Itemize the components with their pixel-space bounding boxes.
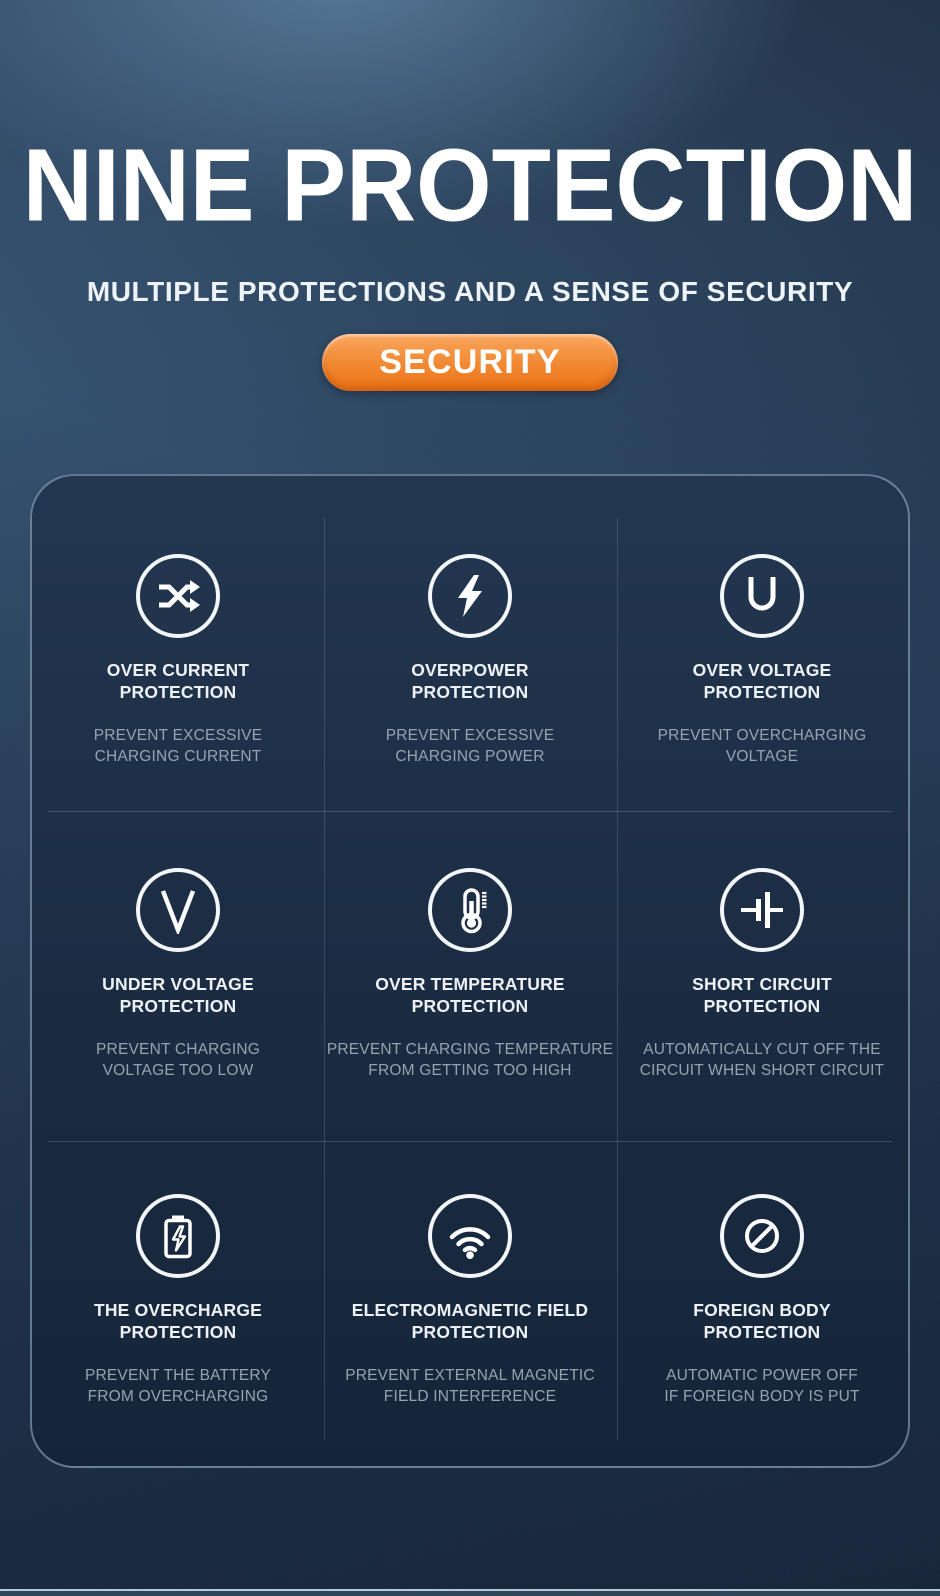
protection-cell-over-current xyxy=(32,476,324,812)
protection-grid xyxy=(32,476,908,1466)
cell-description: PREVENT EXTERNAL MAGNETIC FIELD INTERFERENCE xyxy=(345,1367,595,1405)
protection-cell-overpower xyxy=(324,476,616,812)
cell-title: FOREIGN BODY PROTECTION xyxy=(693,1300,831,1342)
protection-cell-under-voltage xyxy=(32,812,324,1142)
protection-cell-over-temperature xyxy=(324,812,616,1142)
cell-title: UNDER VOLTAGE PROTECTION xyxy=(102,974,254,1016)
cell-description: PREVENT EXCESSIVE CHARGING CURRENT xyxy=(93,727,263,765)
page-title: NINE PROTECTION xyxy=(22,127,918,243)
cell-description: PREVENT CHARGING TEMPERATURE FROM GETTING TOO HIGH xyxy=(326,1041,614,1079)
no-entry-icon xyxy=(720,1194,804,1278)
capacitor-icon xyxy=(720,868,804,952)
cell-title: OVERPOWER PROTECTION xyxy=(411,660,529,702)
protection-cell-overcharge xyxy=(32,1142,324,1466)
thermometer-icon xyxy=(428,868,512,952)
wifi-icon xyxy=(428,1194,512,1278)
shuffle-icon xyxy=(136,554,220,638)
battery-charging-icon xyxy=(136,1194,220,1278)
cell-title: ELECTROMAGNETIC FIELD PROTECTION xyxy=(351,1300,589,1342)
lightning-icon xyxy=(428,554,512,638)
protection-cell-electromagnetic xyxy=(324,1142,616,1466)
cell-description: PREVENT OVERCHARGING VOLTAGE xyxy=(657,727,867,765)
cell-title: OVER CURRENT PROTECTION xyxy=(106,660,250,702)
letter-v-icon xyxy=(136,868,220,952)
protection-card xyxy=(30,474,910,1468)
cell-title: OVER TEMPERATURE PROTECTION xyxy=(375,974,565,1016)
security-badge: SECURITY xyxy=(322,334,618,391)
cell-title: SHORT CIRCUIT PROTECTION xyxy=(692,974,832,1016)
cell-title: OVER VOLTAGE PROTECTION xyxy=(692,660,832,702)
cell-title: THE OVERCHARGE PROTECTION xyxy=(93,1300,263,1342)
cell-description: AUTOMATICALLY CUT OFF THE CIRCUIT WHEN SHORT CIRCUIT xyxy=(639,1041,885,1079)
protection-cell-foreign-body xyxy=(616,1142,908,1466)
protection-cell-over-voltage xyxy=(616,476,908,812)
cell-description: PREVENT CHARGING VOLTAGE TOO LOW xyxy=(96,1041,260,1079)
letter-u-icon xyxy=(720,554,804,638)
bottom-edge-strip xyxy=(0,1591,940,1596)
page-subtitle: MULTIPLE PROTECTIONS AND A SENSE OF SECURITY xyxy=(86,276,854,307)
protection-cell-short-circuit xyxy=(616,812,908,1142)
cell-description: AUTOMATIC POWER OFF IF FOREIGN BODY IS PUT xyxy=(664,1367,860,1405)
cell-description: PREVENT THE BATTERY FROM OVERCHARGING xyxy=(84,1367,272,1405)
cell-description: PREVENT EXCESSIVE CHARGING POWER xyxy=(385,727,555,765)
